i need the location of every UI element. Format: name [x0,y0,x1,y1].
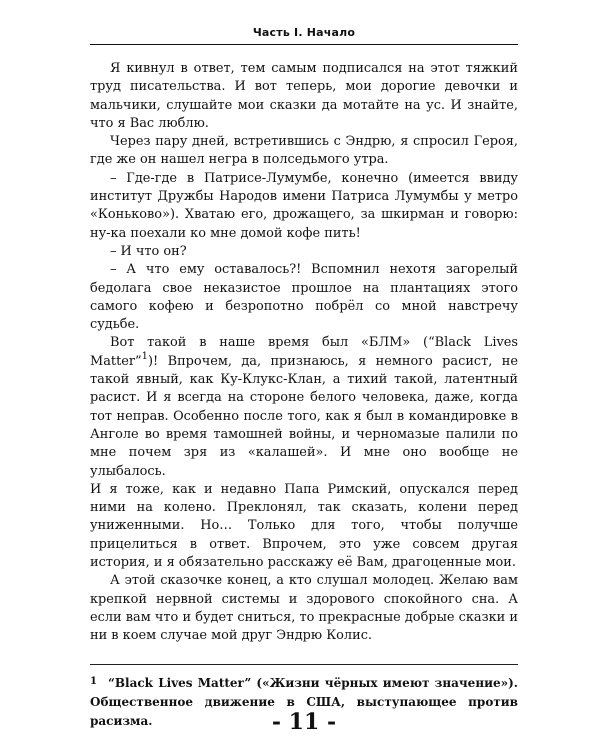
page-number: - 11 - [271,709,337,735]
running-head: Часть I. Начало [252,26,356,39]
footnote-reference: 1 [141,350,149,362]
paragraph: – И что он? [110,243,187,259]
paragraph: Я кивнул в ответ, тем самым подписался на этот тяжкий труд писательства. И вот теперь, мои дорогие девочки и мальчики, слушайте мои сказки да мотайте на ус. И знайте, что я Вас люблю. [90,61,518,131]
paragraph: Через пару дней, встретившись с Эндрю, я спросил Героя, где же он нашел негра в полседьмого утра. [90,134,518,168]
paragraph: А этой сказочке конец, а кто слушал молодец. Желаю вам крепкой нервной системы и здорового спокойного сна. А если вам что и будет сниться, то прекрасные добрые сказки и ни в коем случае мой друг Эндрю Колис. [90,573,518,644]
footnote-text: “Black Lives Matter” («Жизни чёрных имеют значение»). Общественное движение в США, выступающее против расизма. [90,676,518,728]
body-text [90,60,518,646]
paragraph [90,334,518,480]
paragraph: – Где-где в Патрисе-Лумумбе, конечно (имеется ввиду институт Дружбы Народов имени Патриса Лумумбы у метро «Коньково»). Хватаю его, дрожащего, за шкирман и говорю: ну-ка поехали ко мне домой кофе пить! [90,170,518,241]
paragraph: И я тоже, как и недавно Папа Римский, опускался перед ними на колено. Преклонял, так сказать, колени перед униженными. Но… Только для того, чтобы получше прицелиться в ответ. Впрочем, это уже совсем другая история, и я обязательно расскажу её Вам, драгоценные мои. [90,481,518,571]
paragraph: – А что ему оставалось?! Вспомнил нехотя загорелый бедолага свое неказистое прошлое на плантациях этого самого кофею и безропотно побрёл со мной навстречу судьбе. [90,262,518,333]
footnote-rule [90,664,518,665]
header-rule [90,44,518,45]
footnote-marker: 1 [90,676,97,687]
paragraph-text: )! Впрочем, да, признаюсь, я немного расист, не такой явный, как Ку-Клукс-Клан, а тихий такой, латентный расист. И я всегда на стороне белого человека, даже, когда тот неправ. Особенно после того, как я был в командировке в Анголе во время тамошней войны, и черномазые палили по мне почем зря из «калашей». И мне оно вообще не улыбалось. [90,353,518,479]
paragraph-text: Вот такой в наше время был «БЛМ» (“Black Lives Matter” [90,335,518,369]
